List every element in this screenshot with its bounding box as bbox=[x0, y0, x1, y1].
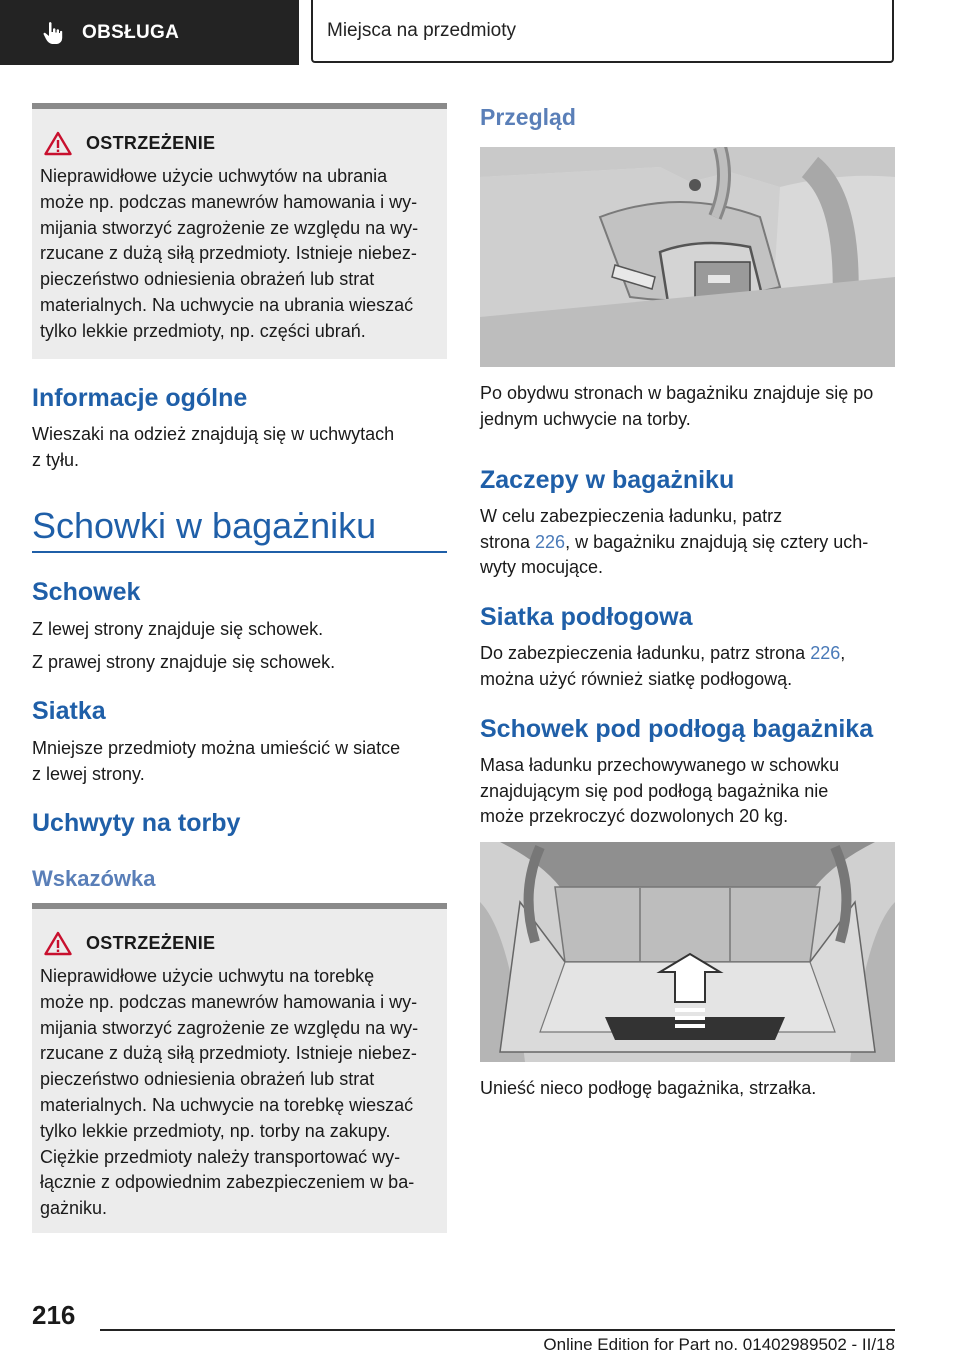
page-title: Miejsca na przedmioty bbox=[311, 0, 894, 63]
chapter-title: Schowki w bagażniku bbox=[32, 505, 377, 546]
heading-schowek-pod-podloga: Schowek pod podłogą bagażnika bbox=[480, 715, 874, 743]
warning-title-row bbox=[44, 931, 439, 956]
warning-text: Nieprawidłowe użycie uchwytu na torebkę może np. podczas manewrów hamowania i wy- mijania stworzyć zagrożenie ze względu na wy- rzucane z dużą siłą przedmioty. Istnieje niebez- pieczeństwo odniesienia obrażeń lub strat materialnych. Na uchwycie na torebkę wieszać tylko lekkie przedmioty, np. torby na zakupy. Ciężkie przedmioty należy transportować wy- łącznie z odpowiednim zabezpieczeniem w ba- gażniku. bbox=[40, 966, 419, 1219]
schowek-pod-podloga-text: Masa ładunku przechowywanego w schowku znajdującym się pod podłogą bagażnika nie może przekroczyć dozwolonych 20 kg. bbox=[480, 755, 840, 826]
warning-text: Nieprawidłowe użycie uchwytów na ubrania może np. podczas manewrów hamowania i wy- mijania stworzyć zagrożenie ze względu na wy- rzucane z dużą siłą przedmioty. Istnieje niebez- pieczeństwo odniesienia obrażeń lub strat materialnych. Na uchwycie na ubrania wieszać tylko lekkie przedmioty, np. części ubrań. bbox=[40, 166, 419, 341]
warning-box bbox=[32, 103, 447, 359]
section-label: OBSŁUGA bbox=[82, 21, 180, 43]
warning-title: OSTRZEŻENIE bbox=[86, 133, 216, 153]
siatka-podlogowa-text: Do zabezpieczenia ładunku, patrz strona 226, można użyć również siatkę podłogową. bbox=[480, 643, 846, 689]
page-link-226[interactable]: 226 bbox=[535, 531, 566, 552]
schowek-pod-podloga-caption: Unieść nieco podłogę bagażnika, strzałka. bbox=[480, 1078, 817, 1098]
warning-title-row bbox=[44, 131, 439, 156]
section-tab bbox=[0, 0, 299, 65]
heading-general-info: Informacje ogólne bbox=[32, 384, 248, 412]
heading-przeglad: Przegląd bbox=[480, 104, 576, 130]
warning-triangle-icon bbox=[44, 931, 72, 956]
warning-triangle-icon bbox=[44, 131, 72, 156]
footer-rule bbox=[100, 1329, 895, 1331]
warning-title: OSTRZEŻENIE bbox=[86, 933, 216, 953]
heading-schowek: Schowek bbox=[32, 578, 141, 606]
zaczepy-text: W celu zabezpieczenia ładunku, patrz strona 226, w bagażniku znajdują się cztery uch- wyty mocujące. bbox=[480, 506, 869, 577]
heading-siatka: Siatka bbox=[32, 697, 106, 725]
heading-uchwyty: Uchwyty na torby bbox=[32, 809, 241, 837]
chapter-rule bbox=[32, 551, 447, 553]
przeglad-caption: Po obydwu stronach w bagażniku znajduje się po jednym uchwycie na torby. bbox=[480, 383, 874, 429]
heading-siatka-podlogowa: Siatka podłogowa bbox=[480, 603, 693, 631]
footer-edition: Online Edition for Part no. 01402989502 - II/18 bbox=[543, 1335, 895, 1354]
page-number: 216 bbox=[32, 1300, 76, 1330]
schowek-text: Z lewej strony znajduje się schowek. Z prawej strony znajduje się schowek. bbox=[32, 619, 336, 672]
page-link-226[interactable]: 226 bbox=[810, 643, 841, 663]
trunk-side-compartment-illustration bbox=[480, 147, 895, 367]
trunk-floor-illustration bbox=[480, 842, 895, 1062]
heading-zaczepy: Zaczepy w bagażniku bbox=[480, 466, 735, 494]
siatka-text: Mniejsze przedmioty można umieścić w siatce z lewej strony. bbox=[32, 738, 401, 784]
subheading-wskazowka: Wskazówka bbox=[32, 866, 156, 891]
general-info-text: Wieszaki na odzież znajdują się w uchwytach z tyłu. bbox=[32, 424, 395, 470]
warning-box bbox=[32, 903, 447, 1233]
hand-pointer-icon bbox=[40, 20, 66, 46]
